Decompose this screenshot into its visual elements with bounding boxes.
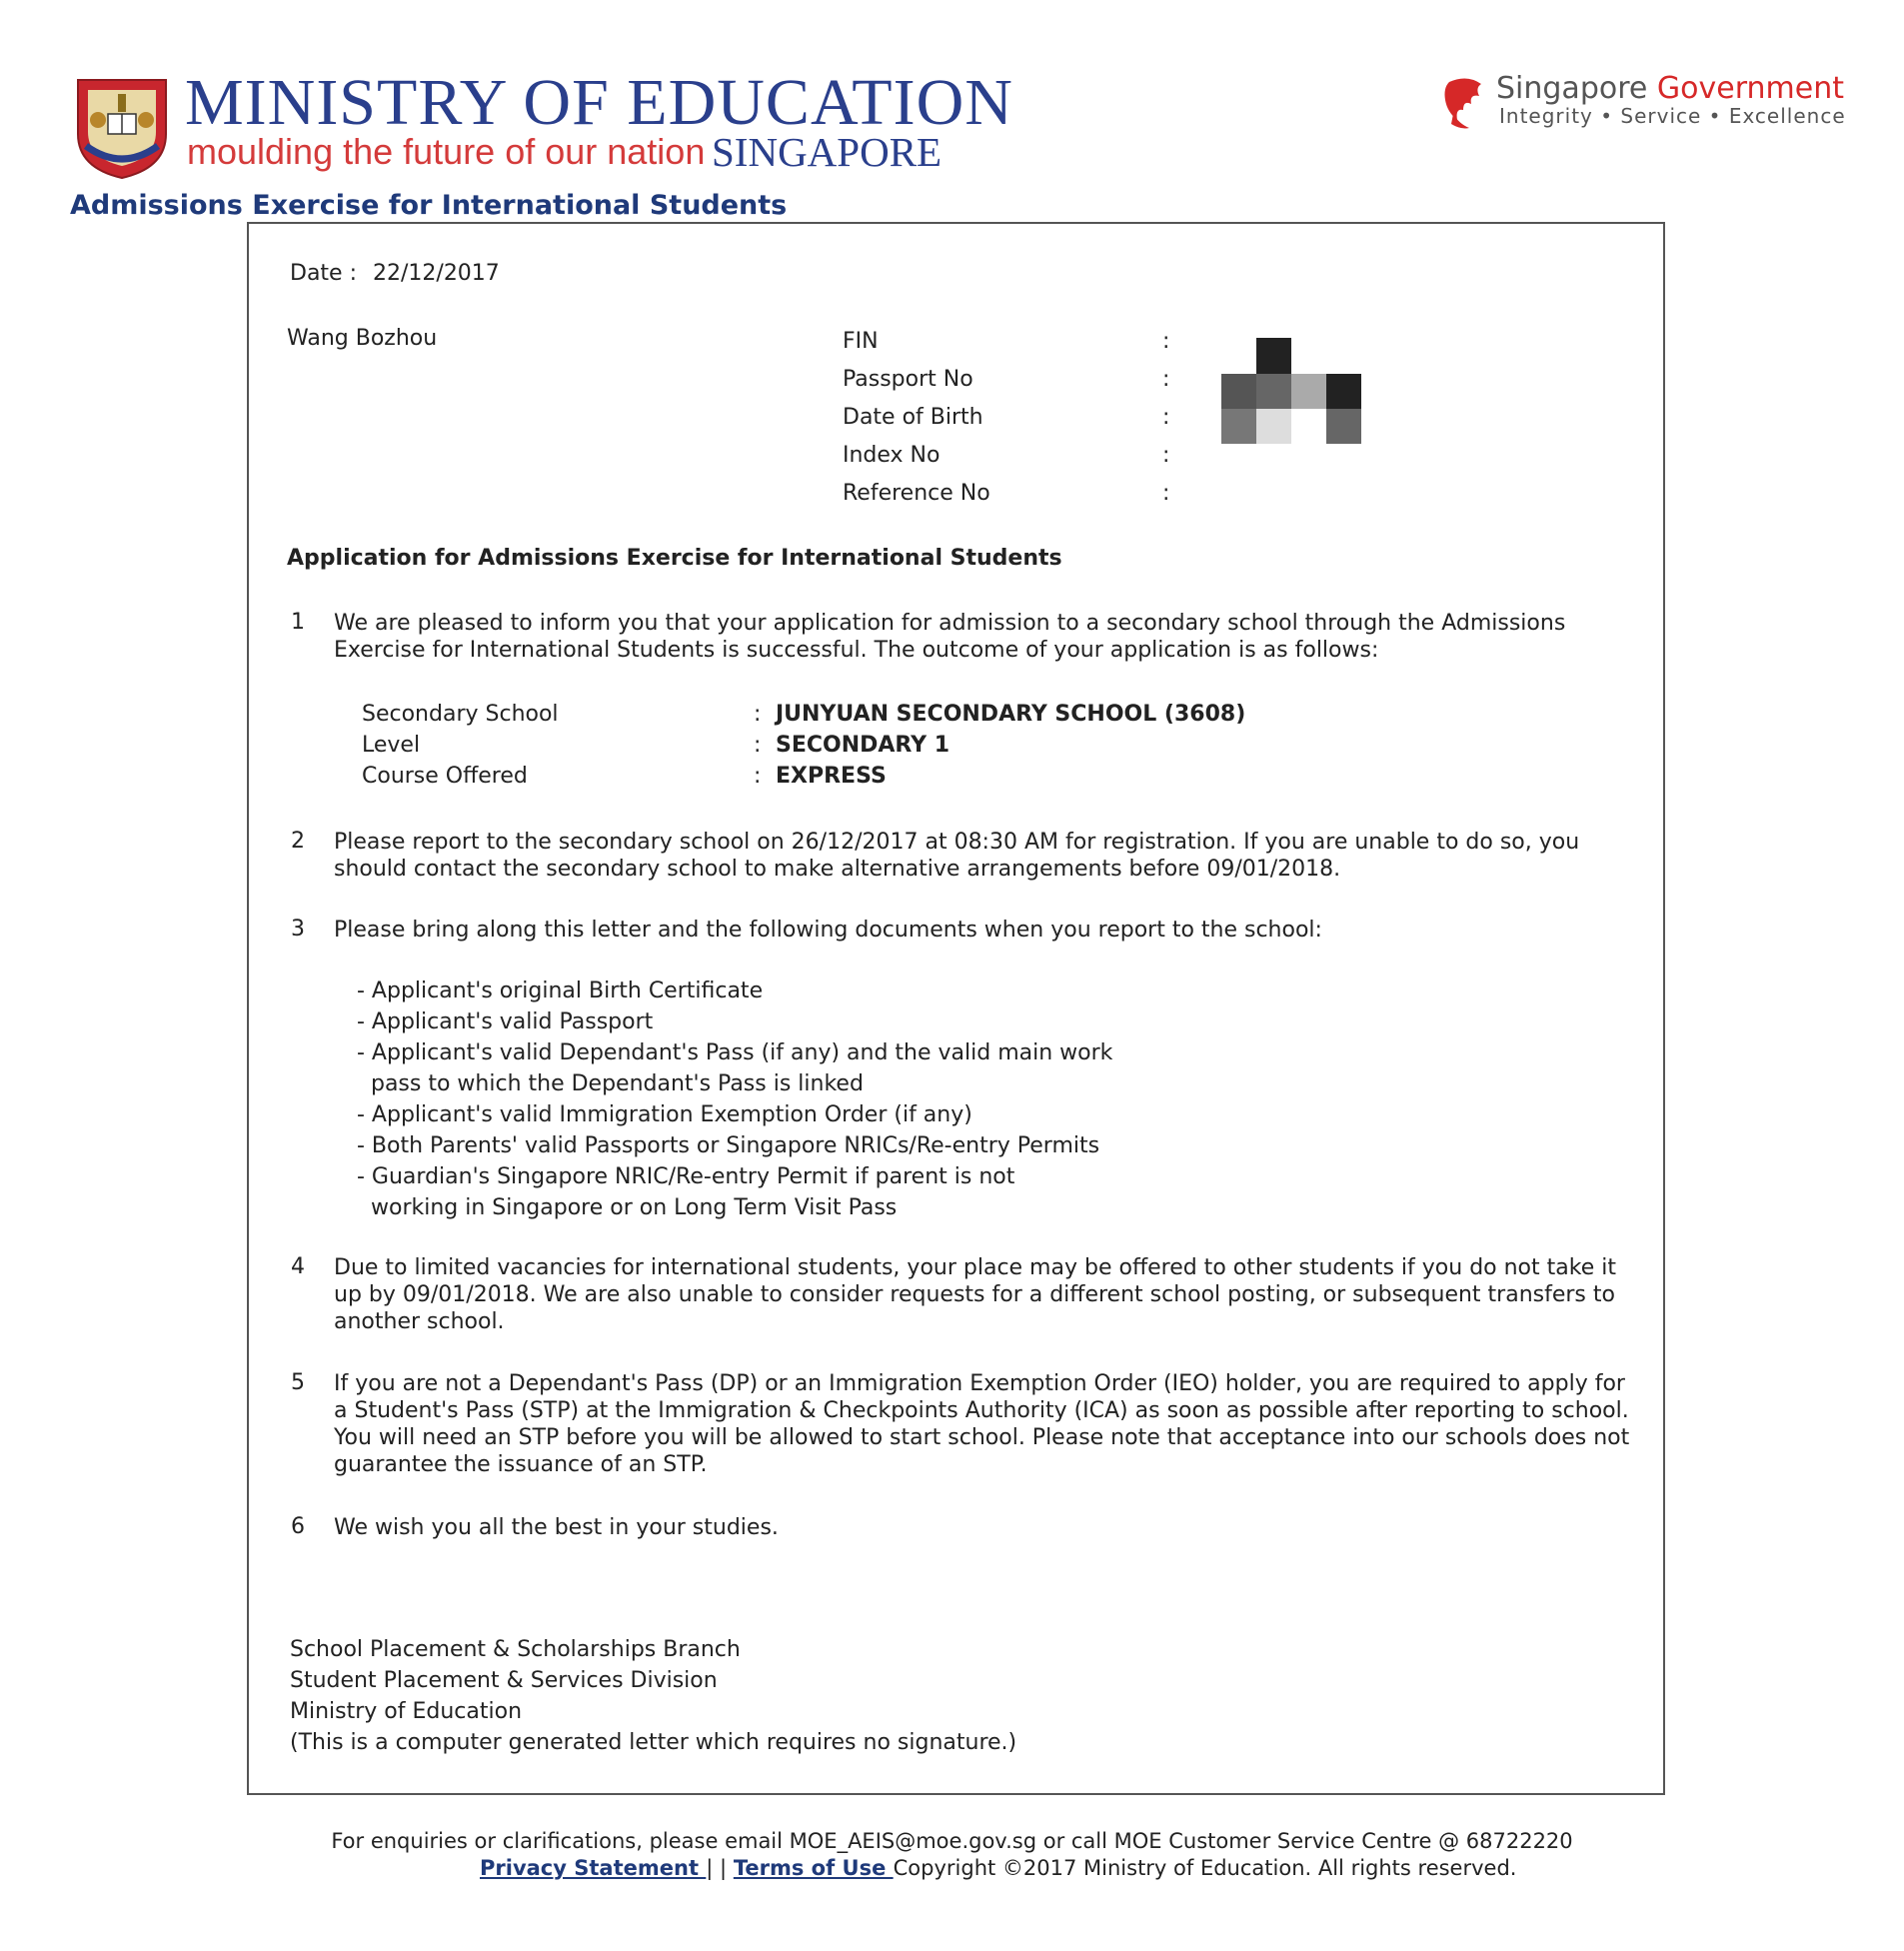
paragraph-3-line: Please bring along this letter and the following documents when you report to the school: — [334, 918, 1322, 943]
paragraph-4-line: another school. — [334, 1309, 505, 1334]
paragraph-number: 2 — [291, 829, 305, 854]
moe-crest-logo — [72, 76, 172, 181]
outcome-value-school: JUNYUAN SECONDARY SCHOOL (3608) — [776, 702, 1246, 727]
redaction-pixelation — [1221, 338, 1361, 444]
list-item: - Applicant's original Birth Certificate — [357, 978, 764, 1003]
signoff-line: (This is a computer generated letter which requires no signature.) — [290, 1730, 1017, 1755]
recipient-name: Wang Bozhou — [287, 326, 438, 351]
list-item: - Applicant's valid Dependant's Pass (if any) and the valid main work — [357, 1040, 1113, 1065]
field-label-dob: Date of Birth — [843, 405, 983, 430]
page-heading: Admissions Exercise for International Students — [70, 190, 788, 221]
footer-separator: | | — [706, 1856, 728, 1880]
outcome-label-course: Course Offered — [362, 764, 528, 789]
paragraph-5-line: If you are not a Dependant's Pass (DP) or an Immigration Exemption Order (IEO) holder, you are required to apply for — [334, 1371, 1625, 1396]
outcome-value-course: EXPRESS — [776, 764, 887, 789]
list-item: - Applicant's valid Immigration Exemption Order (if any) — [357, 1102, 972, 1127]
outcome-colon: : — [754, 733, 762, 758]
paragraph-5-line: guarantee the issuance of an STP. — [334, 1452, 708, 1477]
paragraph-1-line: Exercise for International Students is successful. The outcome of your application is as follows: — [334, 638, 1379, 663]
footer-copyright: Copyright ©2017 Ministry of Education. All rights reserved. — [893, 1856, 1517, 1880]
paragraph-2-line: Please report to the secondary school on 26/12/2017 at 08:30 AM for registration. If you are unable to do so, you — [334, 830, 1580, 855]
footer-contact: For enquiries or clarifications, please email MOE_AEIS@moe.gov.sg or call MOE Customer Service Centre @ 68722220 — [331, 1829, 1573, 1853]
moe-title: MINISTRY OF EDUCATION — [185, 66, 1013, 139]
paragraph-6-line: We wish you all the best in your studies. — [334, 1515, 779, 1540]
field-colon: : — [1162, 443, 1170, 468]
moe-singapore-label: SINGAPORE — [712, 129, 943, 175]
paragraph-number: 4 — [291, 1254, 305, 1279]
paragraph-number: 6 — [291, 1514, 305, 1539]
signoff-line: School Placement & Scholarships Branch — [290, 1637, 741, 1662]
field-colon: : — [1162, 367, 1170, 392]
paragraph-4-line: Due to limited vacancies for international students, your place may be offered to other students if you do not take it — [334, 1255, 1616, 1280]
terms-of-use-link[interactable]: Terms of Use — [733, 1856, 894, 1880]
field-label-index: Index No — [843, 443, 941, 468]
outcome-colon: : — [754, 702, 762, 727]
paragraph-number: 3 — [291, 917, 305, 942]
paragraph-number: 5 — [291, 1370, 305, 1395]
list-item: working in Singapore or on Long Term Visit Pass — [357, 1195, 898, 1220]
list-item: - Applicant's valid Passport — [357, 1009, 654, 1034]
field-label-reference: Reference No — [843, 481, 990, 506]
date-label: Date : — [290, 261, 357, 286]
paragraph-number: 1 — [291, 610, 305, 635]
field-colon: : — [1162, 481, 1170, 506]
sg-gov-word-government: Government — [1656, 71, 1844, 106]
privacy-statement-link[interactable]: Privacy Statement — [480, 1856, 707, 1880]
outcome-colon: : — [754, 764, 762, 789]
outcome-label-school: Secondary School — [362, 702, 559, 727]
footer-links — [480, 1856, 1516, 1880]
field-colon: : — [1162, 405, 1170, 430]
moe-tagline: moulding the future of our nation — [187, 131, 706, 172]
paragraph-5-line: a Student's Pass (STP) at the Immigration & Checkpoints Authority (ICA) as soon as possible after reporting to school. — [334, 1398, 1629, 1423]
paragraph-1-line: We are pleased to inform you that your application for admission to a secondary school through the Admissions — [334, 611, 1566, 636]
field-colon: : — [1162, 329, 1170, 354]
list-item: - Both Parents' valid Passports or Singapore NRICs/Re-entry Permits — [357, 1133, 1100, 1158]
field-label-passport: Passport No — [843, 367, 973, 392]
paragraph-4-line: up by 09/01/2018. We are also unable to consider requests for a different school posting, or subsequent transfers to — [334, 1282, 1615, 1307]
outcome-value-level: SECONDARY 1 — [776, 733, 951, 758]
list-item: pass to which the Dependant's Pass is linked — [357, 1071, 864, 1096]
sg-gov-word-singapore: Singapore — [1496, 71, 1648, 106]
list-item: - Guardian's Singapore NRIC/Re-entry Permit if parent is not — [357, 1164, 1015, 1189]
singapore-government-logo-text — [1496, 72, 1844, 105]
date-value: 22/12/2017 — [373, 261, 500, 286]
signoff-line: Ministry of Education — [290, 1699, 523, 1724]
singapore-lion-icon — [1439, 74, 1489, 132]
letter-subject: Application for Admissions Exercise for International Students — [287, 546, 1062, 571]
signoff-line: Student Placement & Services Division — [290, 1668, 718, 1693]
field-label-fin: FIN — [843, 329, 879, 354]
paragraph-5-line: You will need an STP before you will be allowed to start school. Please note that acceptance into our schools does not — [334, 1425, 1630, 1450]
paragraph-2-line: should contact the secondary school to make alternative arrangements before 09/01/2018. — [334, 857, 1341, 882]
outcome-label-level: Level — [362, 733, 421, 758]
sg-motto: Integrity • Service • Excellence — [1499, 104, 1846, 128]
